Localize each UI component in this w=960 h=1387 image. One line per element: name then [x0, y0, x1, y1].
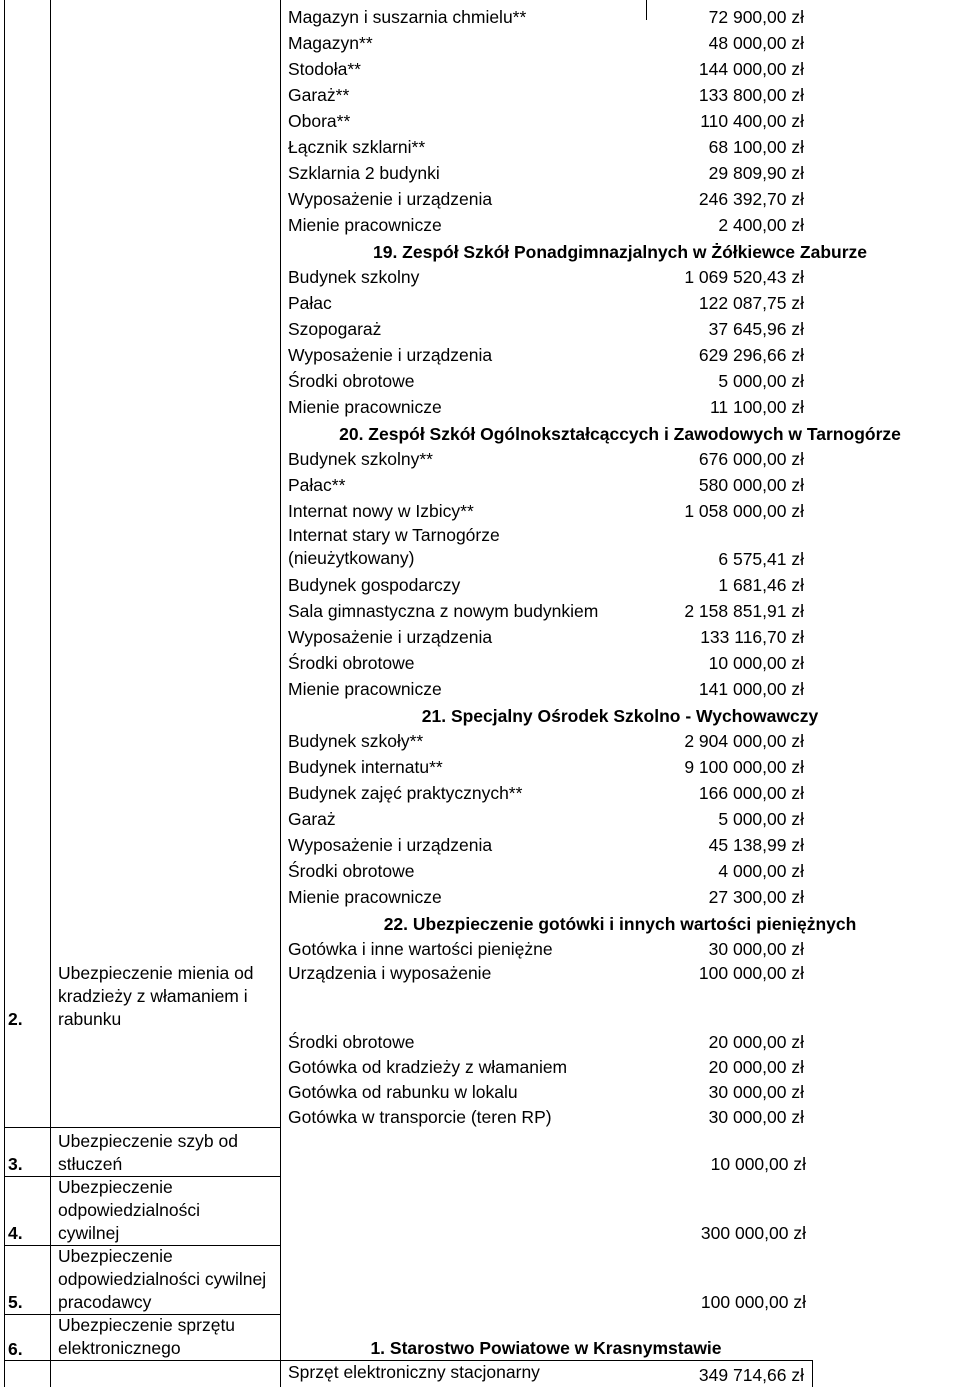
item-value: 27 300,00 zł — [708, 887, 804, 907]
list-item — [288, 858, 810, 884]
list-item — [288, 394, 810, 420]
list-item — [288, 446, 810, 472]
item-label: Wyposażenie i urządzenia — [288, 189, 493, 209]
item-value: 100 000,00 zł — [698, 963, 804, 983]
list-item — [288, 650, 810, 676]
list-item — [288, 4, 810, 30]
item-label: Łącznik szklarni** — [288, 137, 426, 157]
item-value: 30 000,00 zł — [708, 1082, 804, 1102]
list-item — [288, 368, 810, 394]
list-item — [288, 754, 810, 780]
item-label: Szopogaraż — [288, 319, 382, 339]
list-item — [288, 936, 810, 962]
list-item — [288, 1029, 810, 1055]
item-label: Budynek internatu** — [288, 757, 443, 777]
item-value: 72 900,00 zł — [708, 7, 804, 27]
item-label: Magazyn** — [288, 33, 373, 53]
item-value: 30 000,00 zł — [708, 939, 804, 959]
section-number: 5. — [8, 1292, 23, 1312]
item-value: 5 000,00 zł — [718, 371, 804, 391]
unit-heading-21: 21. Specjalny Ośrodek Szkolno - Wychowawczy — [421, 706, 819, 726]
item-value: 1 069 520,43 zł — [684, 267, 804, 287]
list-item — [288, 598, 810, 624]
table-border-right — [812, 1360, 813, 1387]
list-item — [288, 1360, 810, 1386]
item-value: 20 000,00 zł — [708, 1032, 804, 1052]
list-item — [288, 316, 810, 342]
item-value: 349 714,66 zł — [698, 1365, 804, 1385]
list-item — [288, 290, 810, 316]
list-item — [288, 806, 810, 832]
item-label: Internat nowy w Izbicy** — [288, 501, 474, 521]
section-name: Ubezpieczenie mienia od kradzieży z włamaniem i rabunku — [58, 963, 254, 1029]
item-value: 246 392,70 zł — [698, 189, 804, 209]
item-label: Szklarnia 2 budynki — [288, 163, 440, 183]
item-label: Internat stary w Tarnogórze (nieużytkowany) — [288, 525, 500, 568]
item-label: Magazyn i suszarnia chmielu** — [288, 7, 527, 27]
list-item — [288, 884, 810, 910]
list-item — [288, 134, 810, 160]
section-value: 10 000,00 zł — [710, 1154, 806, 1174]
item-label: Wyposażenie i urządzenia — [288, 627, 493, 647]
item-value: 144 000,00 zł — [698, 59, 804, 79]
list-item — [288, 160, 810, 186]
list-item — [288, 342, 810, 368]
item-label: Budynek szkolny — [288, 267, 420, 287]
section-number: 2. — [8, 1009, 23, 1029]
item-label: Garaż** — [288, 85, 350, 105]
item-label: Stodoła** — [288, 59, 361, 79]
item-value: 20 000,00 zł — [708, 1057, 804, 1077]
item-label: Budynek szkolny** — [288, 449, 433, 469]
item-label: Pałac — [288, 293, 332, 313]
item-label: Mienie pracownicze — [288, 887, 442, 907]
list-item — [288, 56, 810, 82]
list-item — [288, 676, 810, 702]
column-divider-number — [50, 0, 51, 1387]
item-label: Środki obrotowe — [288, 1032, 415, 1052]
section-value: 300 000,00 zł — [700, 1223, 806, 1243]
item-label: Środki obrotowe — [288, 371, 415, 391]
section-divider — [4, 1360, 280, 1361]
item-value: 9 100 000,00 zł — [684, 757, 804, 777]
item-label: Pałac** — [288, 475, 346, 495]
list-item — [288, 960, 810, 986]
item-label: Wyposażenie i urządzenia — [288, 345, 493, 365]
list-item — [288, 728, 810, 754]
item-value: 110 400,00 zł — [700, 111, 804, 131]
item-label: Sala gimnastyczna z nowym budynkiem — [288, 601, 599, 621]
unit-heading-starostwo: 1. Starostwo Powiatowe w Krasnymstawie — [370, 1338, 722, 1358]
item-label: Środki obrotowe — [288, 861, 415, 881]
list-item — [288, 524, 810, 572]
section-name: Ubezpieczenie odpowiedzialności cywilnej — [58, 1177, 201, 1243]
list-item — [288, 108, 810, 134]
list-item — [288, 780, 810, 806]
list-item — [288, 472, 810, 498]
item-value: 5 000,00 zł — [718, 809, 804, 829]
item-label: Sprzęt elektroniczny stacjonarny — [288, 1362, 540, 1382]
item-value: 37 645,96 zł — [708, 319, 804, 339]
item-value: 133 116,70 zł — [700, 627, 804, 647]
list-item — [288, 572, 810, 598]
item-label: Mienie pracownicze — [288, 215, 442, 235]
item-value: 11 100,00 zł — [709, 397, 804, 417]
section-number: 3. — [8, 1154, 23, 1174]
section-number: 4. — [8, 1223, 23, 1243]
list-item — [288, 1054, 810, 1080]
item-value: 1 681,46 zł — [718, 575, 804, 595]
unit-heading-20: 20. Zespół Szkół Ogólnokształcąccych i Zawodowych w Tarnogórze — [339, 424, 901, 444]
section-name: Ubezpieczenie odpowiedzialności cywilnej pracodawcy — [58, 1246, 267, 1312]
item-label: Gotówka w transporcie (teren RP) — [288, 1107, 552, 1127]
item-label: Garaż — [288, 809, 336, 829]
item-value: 29 809,90 zł — [708, 163, 804, 183]
item-value: 2 904 000,00 zł — [684, 731, 804, 751]
item-value: 676 000,00 zł — [698, 449, 804, 469]
list-item — [288, 186, 810, 212]
item-label: Urządzenia i wyposażenie — [288, 963, 492, 983]
list-item — [288, 498, 810, 524]
item-label: Mienie pracownicze — [288, 679, 442, 699]
item-value: 2 158 851,91 zł — [684, 601, 804, 621]
list-item — [288, 264, 810, 290]
section-name: Ubezpieczenie szyb od stłuczeń — [58, 1131, 238, 1174]
item-label: Mienie pracownicze — [288, 397, 442, 417]
item-label: Obora** — [288, 111, 351, 131]
item-value: 2 400,00 zł — [718, 215, 804, 235]
section-divider — [4, 1127, 280, 1128]
list-item — [288, 1079, 810, 1105]
item-label: Gotówka i inne wartości pieniężne — [288, 939, 553, 959]
section-name: Ubezpieczenie sprzętu elektronicznego — [58, 1315, 236, 1358]
list-item — [288, 212, 810, 238]
item-label: Gotówka od kradzieży z włamaniem — [288, 1057, 568, 1077]
item-label: Budynek gospodarczy — [288, 575, 461, 595]
item-value: 629 296,66 zł — [698, 345, 804, 365]
list-item — [288, 832, 810, 858]
unit-heading-22: 22. Ubezpieczenie gotówki i innych wartości pieniężnych — [383, 914, 857, 934]
unit-heading-19: 19. Zespół Szkół Ponadgimnazjalnych w Żółkiewce Zaburze — [372, 242, 868, 262]
item-value: 45 138,99 zł — [708, 835, 804, 855]
item-value: 10 000,00 zł — [708, 653, 804, 673]
table-border-left — [4, 0, 5, 1387]
item-value: 122 087,75 zł — [698, 293, 804, 313]
item-value: 68 100,00 zł — [708, 137, 804, 157]
item-label: Budynek zajęć praktycznych** — [288, 783, 523, 803]
item-value: 141 000,00 zł — [698, 679, 804, 699]
item-label: Środki obrotowe — [288, 653, 415, 673]
item-value: 1 058 000,00 zł — [684, 501, 804, 521]
item-value: 6 575,41 zł — [718, 549, 804, 569]
item-label: Wyposażenie i urządzenia — [288, 835, 493, 855]
item-value: 580 000,00 zł — [698, 475, 804, 495]
section-number: 6. — [8, 1339, 23, 1359]
column-divider-name — [280, 0, 281, 1387]
item-value: 166 000,00 zł — [698, 783, 804, 803]
item-value: 133 800,00 zł — [698, 85, 804, 105]
list-item — [288, 1104, 810, 1130]
section-value: 100 000,00 zł — [700, 1292, 806, 1312]
list-item — [288, 82, 810, 108]
item-value: 30 000,00 zł — [708, 1107, 804, 1127]
list-item — [288, 30, 810, 56]
item-label: Gotówka od rabunku w lokalu — [288, 1082, 518, 1102]
item-label: Budynek szkoły** — [288, 731, 424, 751]
list-item — [288, 624, 810, 650]
item-value: 4 000,00 zł — [718, 861, 804, 881]
item-value: 48 000,00 zł — [708, 33, 804, 53]
